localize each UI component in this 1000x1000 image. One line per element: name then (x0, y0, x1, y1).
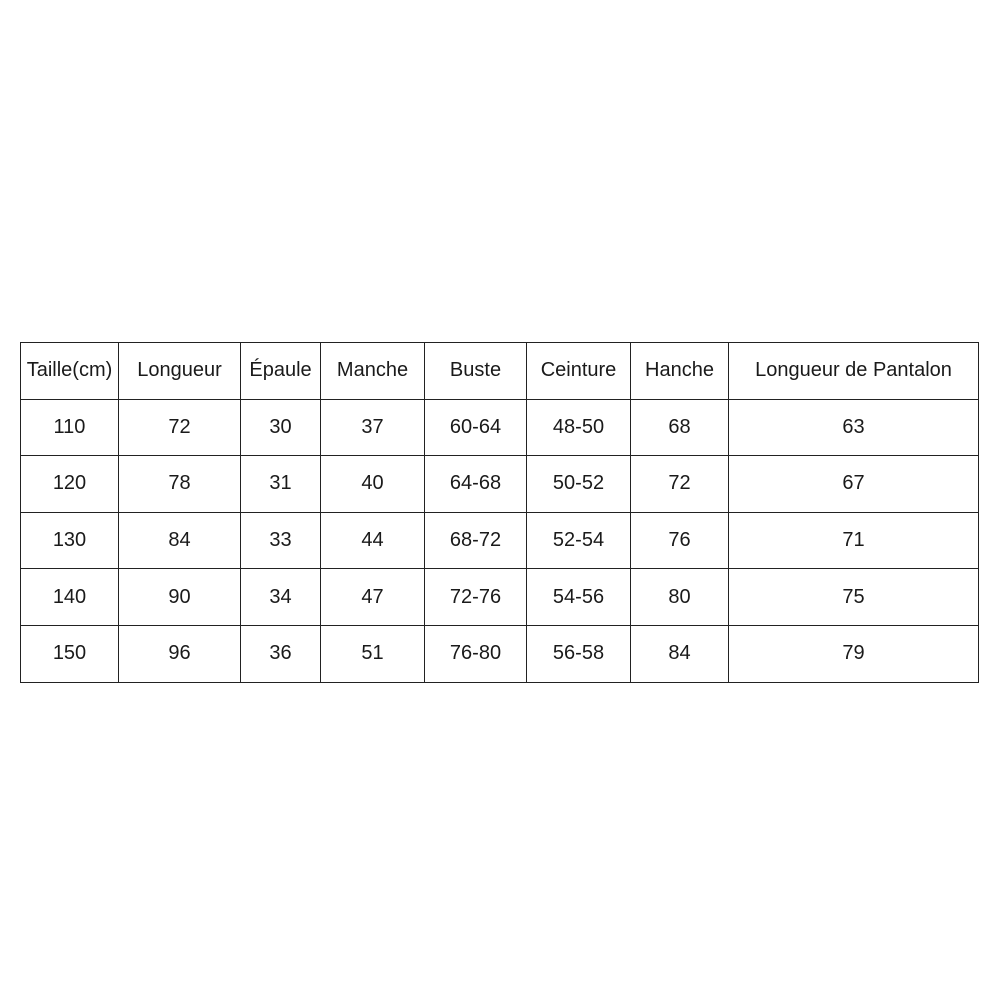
table-cell: 40 (321, 456, 425, 513)
table-cell: 110 (21, 399, 119, 456)
table-cell: 130 (21, 512, 119, 569)
table-cell: 76 (631, 512, 729, 569)
table-cell: 76-80 (425, 625, 527, 682)
table-cell: 68-72 (425, 512, 527, 569)
table-cell: 33 (241, 512, 321, 569)
table-cell: 84 (119, 512, 241, 569)
table-cell: 68 (631, 399, 729, 456)
table-cell: 75 (729, 569, 979, 626)
table-cell: 90 (119, 569, 241, 626)
column-header-longueur-pantalon: Longueur de Pantalon (729, 343, 979, 400)
table-row (21, 512, 979, 569)
table-cell: 72-76 (425, 569, 527, 626)
header-row (21, 343, 979, 400)
table-cell: 71 (729, 512, 979, 569)
table-cell: 120 (21, 456, 119, 513)
table-cell: 56-58 (527, 625, 631, 682)
column-header-hanche: Hanche (631, 343, 729, 400)
column-header-taille: Taille(cm) (21, 343, 119, 400)
table-cell: 51 (321, 625, 425, 682)
table-cell: 80 (631, 569, 729, 626)
column-header-longueur: Longueur (119, 343, 241, 400)
table-cell: 78 (119, 456, 241, 513)
table-cell: 48-50 (527, 399, 631, 456)
table-cell: 30 (241, 399, 321, 456)
table-cell: 72 (119, 399, 241, 456)
table-cell: 84 (631, 625, 729, 682)
column-header-manche: Manche (321, 343, 425, 400)
table-cell: 31 (241, 456, 321, 513)
table-cell: 79 (729, 625, 979, 682)
table-row (21, 456, 979, 513)
table-cell: 140 (21, 569, 119, 626)
table-cell: 34 (241, 569, 321, 626)
table-cell: 37 (321, 399, 425, 456)
table-row (21, 569, 979, 626)
table-cell: 36 (241, 625, 321, 682)
table-cell: 52-54 (527, 512, 631, 569)
table-row (21, 399, 979, 456)
table-cell: 150 (21, 625, 119, 682)
table-cell: 50-52 (527, 456, 631, 513)
table-cell: 72 (631, 456, 729, 513)
table-cell: 60-64 (425, 399, 527, 456)
column-header-buste: Buste (425, 343, 527, 400)
table-cell: 96 (119, 625, 241, 682)
column-header-ceinture: Ceinture (527, 343, 631, 400)
table-cell: 64-68 (425, 456, 527, 513)
table-row (21, 625, 979, 682)
table-cell: 54-56 (527, 569, 631, 626)
table-cell: 47 (321, 569, 425, 626)
table-cell: 67 (729, 456, 979, 513)
size-chart-table (20, 342, 979, 683)
table-cell: 63 (729, 399, 979, 456)
table-cell: 44 (321, 512, 425, 569)
column-header-epaule: Épaule (241, 343, 321, 400)
